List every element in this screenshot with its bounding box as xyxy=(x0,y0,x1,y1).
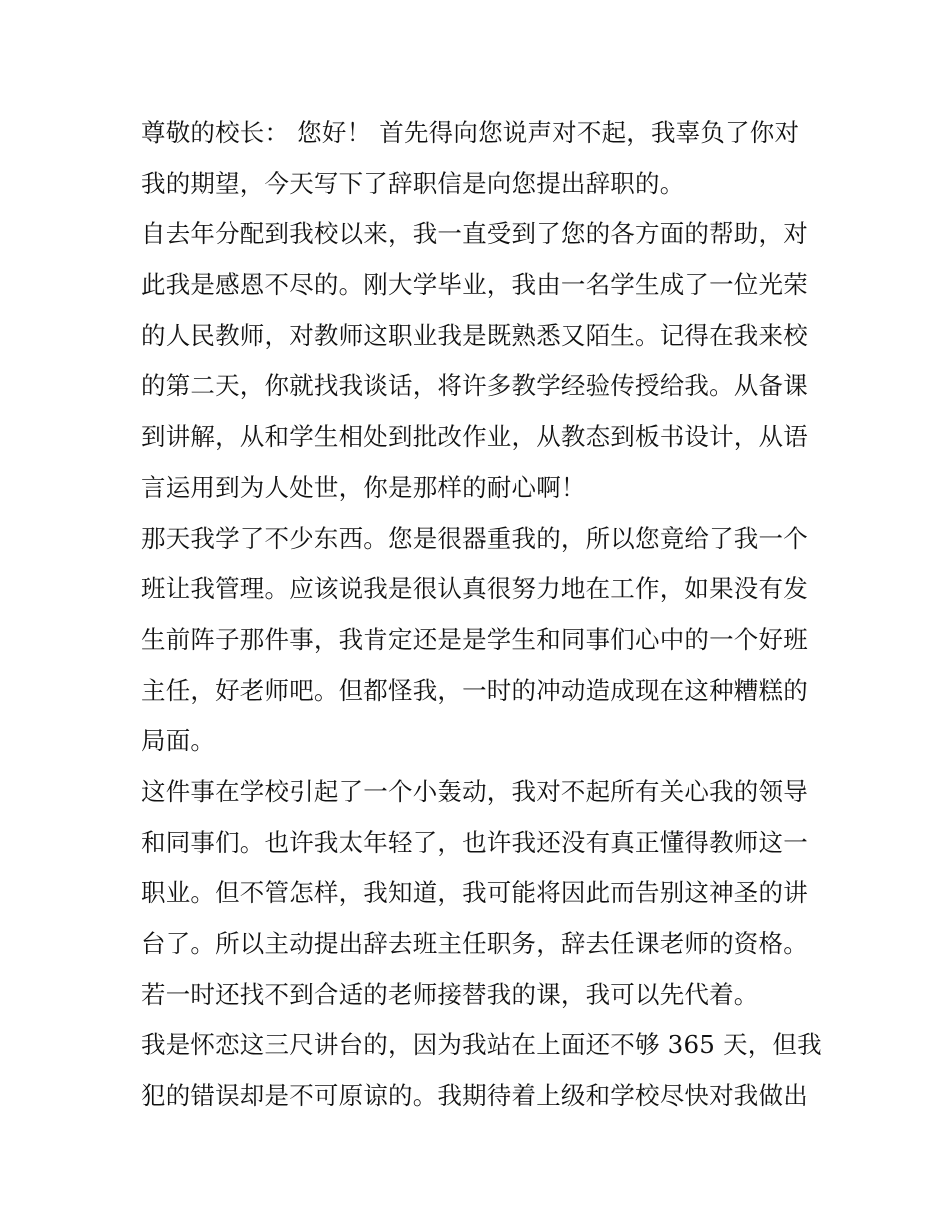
text-line: 自去年分配到我校以来，我一直受到了您的各方面的帮助，对 xyxy=(141,219,808,249)
paragraph-5 xyxy=(141,1020,822,1121)
text-line: 到讲解，从和学生相处到批改作业，从教态到板书设计，从语 xyxy=(141,422,808,452)
text-line: 我的期望，今天写下了辞职信是向您提出辞职的。 xyxy=(141,168,685,198)
text-line: 主任，好老师吧。但都怪我，一时的冲动造成现在这种糟糕的 xyxy=(141,675,808,705)
text-line: 我是怀恋这三尺讲台的，因为我站在上面还不够 365 天，但我 xyxy=(141,1030,822,1060)
text-line: 的第二天，你就找我谈话，将许多教学经验传授给我。从备课 xyxy=(141,371,808,401)
text-line: 生前阵子那件事，我肯定还是是学生和同事们心中的一个好班 xyxy=(141,624,808,654)
letter-body xyxy=(141,108,822,1122)
text-line: 局面。 xyxy=(141,726,216,756)
text-line: 的人民教师，对教师这职业我是既熟悉又陌生。记得在我来校 xyxy=(141,320,808,350)
text-line: 犯的错误却是不可原谅的。我期待着上级和学校尽快对我做出 xyxy=(141,1081,808,1111)
paragraph-2 xyxy=(141,209,815,513)
paragraph-3 xyxy=(141,514,815,767)
text-line: 那天我学了不少东西。您是很器重我的，所以您竟给了我一个 xyxy=(141,523,808,553)
text-line: 班让我管理。应该说我是很认真很努力地在工作，如果没有发 xyxy=(141,574,808,604)
paragraph-4 xyxy=(141,767,815,1020)
paragraph-1 xyxy=(141,108,815,209)
text-line: 这件事在学校引起了一个小轰动，我对不起所有关心我的领导 xyxy=(141,776,808,806)
text-line: 此我是感恩不尽的。刚大学毕业，我由一名学生成了一位光荣 xyxy=(141,270,808,300)
text-line: 言运用到为人处世，你是那样的耐心啊！ xyxy=(141,472,586,502)
text-line: 职业。但不管怎样，我知道，我可能将因此而告别这神圣的讲 xyxy=(141,878,808,908)
text-line: 台了。所以主动提出辞去班主任职务，辞去任课老师的资格。 xyxy=(141,929,808,958)
text-line: 若一时还找不到合适的老师接替我的课，我可以先代着。 xyxy=(141,979,759,1009)
text-line: 尊敬的校长： 您好！ 首先得向您说声对不起，我辜负了你对 xyxy=(141,118,800,147)
text-line: 和同事们。也许我太年轻了，也许我还没有真正懂得教师这一 xyxy=(141,827,808,857)
